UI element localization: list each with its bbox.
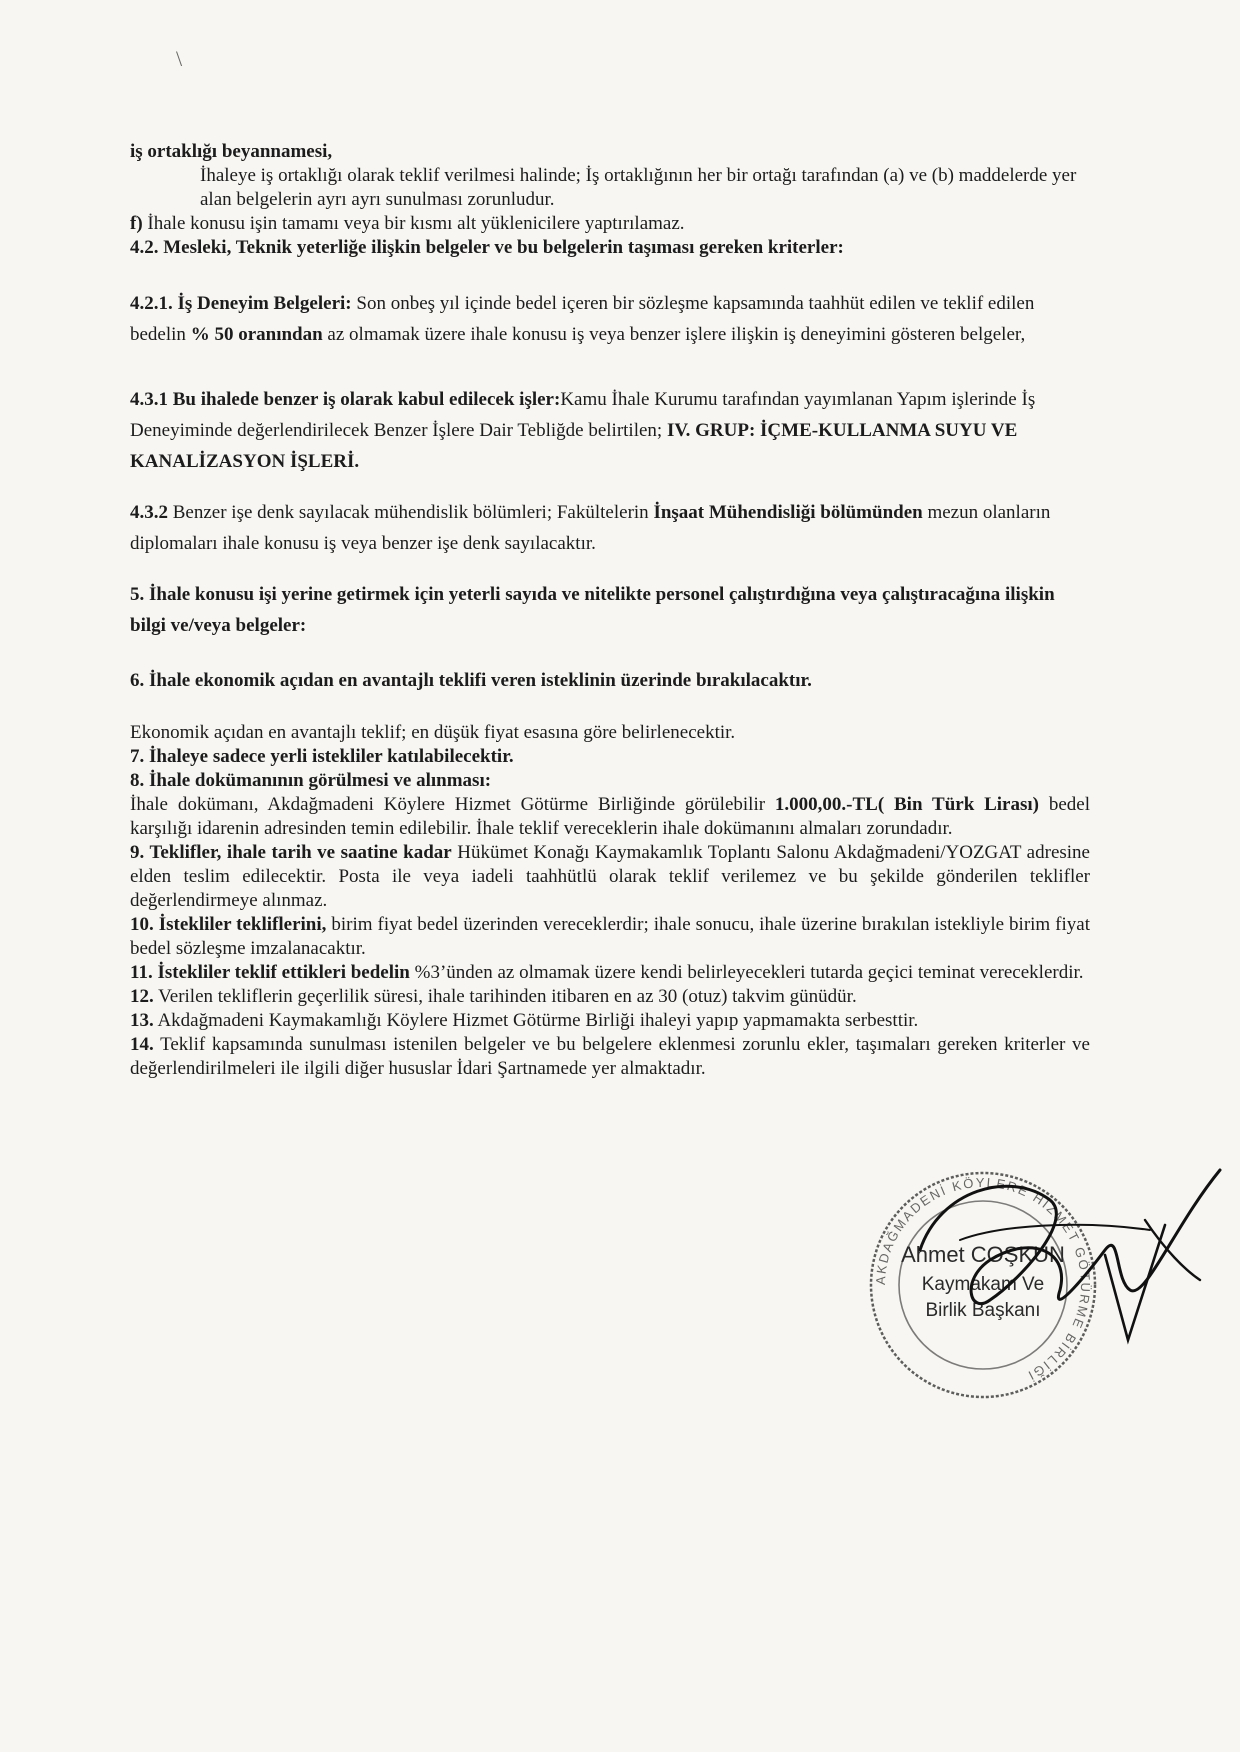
seal-title-2: Birlik Başkanı: [925, 1300, 1041, 1321]
section-7-heading: 7. İhaleye sadece yerli istekliler katılabilecektir.: [130, 746, 514, 767]
corner-mark: \: [176, 46, 183, 71]
section-5-heading: 5. İhale konusu işi yerine getirmek için yeterli sayıda ve nitelikte personel çalıştırdığına veya çalıştıracağına ilişkin bilgi ve/veya belgeler:: [130, 584, 1055, 636]
section-4-2-heading: 4.2. Mesleki, Teknik yeterliğe ilişkin belgeler ve bu belgelerin taşıması gereken kriterler:: [130, 237, 844, 258]
section-6-heading: 6. İhale ekonomik açıdan en avantajlı teklifi veren isteklinin üzerinde bırakılacaktır.: [130, 670, 812, 691]
paragraph-is-ortakligi-heading: iş ortaklığı beyannamesi,: [130, 141, 333, 162]
paragraph-14: 14. Teklif kapsamında sunulması istenilen belgeler ve bu belgelere eklenmesi zorunlu ekler, taşımaları gereken kriterler ve değerlendirilmeleri ile ilgili diğer hususlar İdari Şartnamede yer almaktadır.: [130, 1034, 1090, 1079]
handwritten-signature-icon: [900, 1130, 1230, 1360]
paragraph-is-ortakligi-text: İhaleye iş ortaklığı olarak teklif verilmesi halinde; İş ortaklığının her bir ortağı tarafından (a) ve (b) maddelerde yer alan belgelerin ayrı ayrı sunulması zorunludur.: [200, 165, 1077, 210]
paragraph-f: f) İhale konusu işin tamamı veya bir kısmı alt yüklenicilere yaptırılamaz.: [130, 213, 685, 234]
paragraph-10: 10. İstekliler tekliflerini, birim fiyat bedel üzerinden vereceklerdir; ihale sonucu, ihale üzerine bırakılan istekliyle birim fiyat bedel sözleşme imzalanacaktır.: [130, 914, 1090, 959]
seal-ring-text: AKDAĞMADENİ KÖYLERE HİZMET GÖTÜRME BİRLİĞİ: [872, 1174, 1094, 1384]
paragraph-4-3-2: 4.3.2 Benzer işe denk sayılacak mühendislik bölümleri; Fakültelerin İnşaat Mühendisliği bölümünden mezun olanların diplomaları ihale konusu iş veya benzer işe denk sayılacaktır.: [130, 502, 1051, 554]
paragraph-9: 9. Teklifler, ihale tarih ve saatine kadar Hükümet Konağı Kaymakamlık Toplantı Salonu Akdağmadeni/YOZGAT adresine elden teslim edilecektir. Posta ile veya iadeli taahhütlü olarak teklif verilemez ve bu şekilde gönderilen teklifler değerlendirmeye alınmaz.: [130, 842, 1090, 911]
seal-title-1: Kaymakam Ve: [921, 1274, 1045, 1295]
paragraph-13: 13. Akdağmadeni Kaymakamlığı Köylere Hizmet Götürme Birliği ihaleyi yapıp yapmamakta serbesttir.: [130, 1010, 919, 1031]
paragraph-4-3-1: 4.3.1 Bu ihalede benzer iş olarak kabul edilecek işler:Kamu İhale Kurumu tarafından yayımlanan Yapım işlerinde İş Deneyiminde değerlendirilecek Benzer İşlere Dair Tebliğde belirtilen; IV. GRUP: İÇME-KULLANMA SUYU VE KANALİZASYON İŞLERİ.: [130, 389, 1036, 472]
document-body: [130, 140, 1090, 1081]
paragraph-12: 12. Verilen tekliflerin geçerlilik süresi, ihale tarihinden itibaren en az 30 (otuz) takvim günüdür.: [130, 986, 857, 1007]
paragraph-ihale-dokumani: İhale dokümanı, Akdağmadeni Köylere Hizmet Götürme Birliğinde görülebilir 1.000,00.-TL( Bin Türk Lirası) bedel karşılığı idarenin adresinden temin edilebilir. İhale teklif vereceklerin ihale dokümanını almaları zorundadır.: [130, 794, 1090, 839]
paragraph-ekonomik: Ekonomik açıdan en avantajlı teklif; en düşük fiyat esasına göre belirlenecektir.: [130, 722, 736, 743]
section-8-heading: 8. İhale dokümanının görülmesi ve alınması:: [130, 770, 492, 791]
paragraph-11: 11. İstekliler teklif ettikleri bedelin %3’ünden az olmamak üzere kendi belirleyecekleri tutarda geçici teminat vereceklerdir.: [130, 962, 1084, 983]
seal-name: Ahmet COŞKUN: [901, 1242, 1065, 1267]
paragraph-4-2-1: 4.2.1. İş Deneyim Belgeleri: Son onbeş yıl içinde bedel içeren bir sözleşme kapsamında taahhüt edilen ve teklif edilen bedelin % 50 oranından az olmamak üzere ihale konusu iş veya benzer işlere ilişkin iş deneyimini gösteren belgeler,: [130, 293, 1035, 345]
